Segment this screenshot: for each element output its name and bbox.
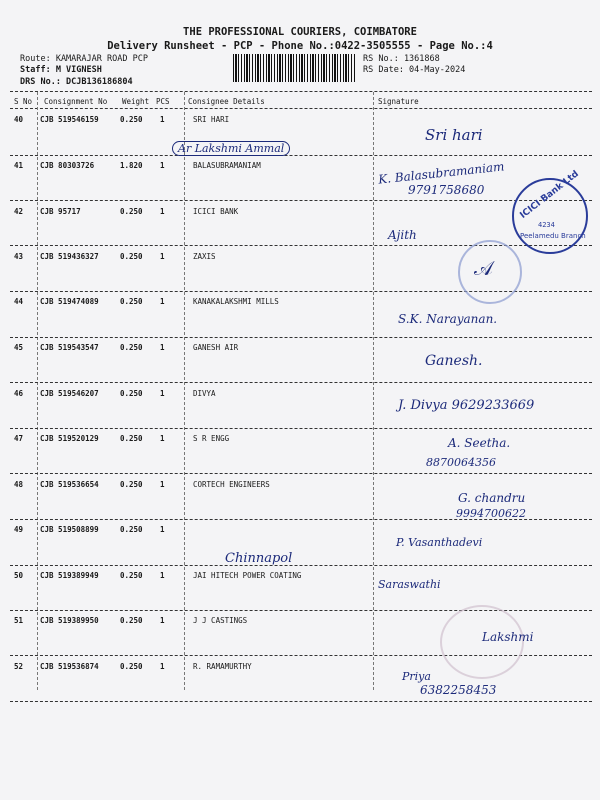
row-48-consignment: CJB 519536654 — [40, 480, 99, 489]
row-47-sno: 47 — [14, 434, 24, 443]
row-43-weight: 0.250 — [120, 252, 143, 261]
row-42-sno: 42 — [14, 207, 24, 216]
row-50-consignment: CJB 519389949 — [40, 571, 99, 580]
row-52-consignment: CJB 519536874 — [40, 662, 99, 671]
row-40-weight: 0.250 — [120, 115, 143, 124]
row-41-pcs: 1 — [160, 161, 165, 170]
drs-label: DRS No.: DCJB136186804 — [20, 77, 133, 87]
row-45-pcs: 1 — [160, 343, 165, 352]
row-43-consignee: ZAXIS — [193, 252, 216, 261]
row-46-weight: 0.250 — [120, 389, 143, 398]
row-50-consignee: JAI HITECH POWER COATING — [193, 571, 302, 580]
signature-42: Ajith — [388, 228, 417, 242]
signature-41: K. Balasubramaniam — [377, 159, 506, 187]
signature-48: G. chandru — [458, 491, 526, 505]
row-51-weight: 0.250 — [120, 616, 143, 625]
route-label: Route: KAMARAJAR ROAD PCP — [20, 54, 148, 64]
row-52-pcs: 1 — [160, 662, 165, 671]
row-48-consignee: CORTECH ENGINEERS — [193, 480, 270, 489]
signature-52-phone: 6382258453 — [420, 683, 497, 697]
row-43-consignment: CJB 519436327 — [40, 252, 99, 261]
row-40-sno: 40 — [14, 115, 24, 124]
row-41-sno: 41 — [14, 161, 24, 170]
row-41-consignment: CJB 80303726 — [40, 161, 95, 170]
bank-stamp-name: ICICI Bank Ltd — [518, 169, 581, 221]
row-45-consignment: CJB 519543547 — [40, 343, 99, 352]
row-rule — [10, 428, 592, 429]
row-49-sno: 49 — [14, 525, 24, 534]
signature-51: Lakshmi — [482, 630, 534, 644]
signature-47-phone: 8870064356 — [426, 456, 496, 469]
row-44-consignee: KANAKALAKSHMI MILLS — [193, 297, 279, 306]
row-45-weight: 0.250 — [120, 343, 143, 352]
row-47-consignment: CJB 519520129 — [40, 434, 99, 443]
row-41-consignee: BALASUBRAMANIAM — [193, 161, 261, 170]
row-50-sno: 50 — [14, 571, 24, 580]
signature-47: A. Seetha. — [448, 436, 511, 450]
signature-45: Ganesh. — [425, 353, 483, 369]
row-rule — [10, 155, 592, 156]
col-pcs: PCS — [156, 97, 170, 106]
row-40-consignee: SRI HARI — [193, 115, 230, 124]
row-rule — [10, 337, 592, 338]
table-bottom-rule — [10, 701, 592, 702]
signature-49: P. Vasanthadevi — [396, 536, 483, 549]
signature-50: Saraswathi — [378, 578, 441, 591]
row-52-sno: 52 — [14, 662, 24, 671]
row-47-consignee: S R ENGG — [193, 434, 230, 443]
row-51-pcs: 1 — [160, 616, 165, 625]
row-52-consignee: R. RAMAMURTHY — [193, 662, 252, 671]
barcode — [233, 54, 355, 82]
row-51-consignment: CJB 519389950 — [40, 616, 99, 625]
col-weight: Weight — [122, 97, 150, 106]
row-rule — [10, 473, 592, 474]
row-48-pcs: 1 — [160, 480, 165, 489]
row-43-sno: 43 — [14, 252, 24, 261]
row-rule — [10, 200, 592, 201]
row-50-pcs: 1 — [160, 571, 165, 580]
signature-41-phone: 9791758680 — [408, 183, 485, 197]
row-42-weight: 0.250 — [120, 207, 143, 216]
row-49-consignment: CJB 519508899 — [40, 525, 99, 534]
row-44-sno: 44 — [14, 297, 24, 306]
signature-40: Sri hari — [425, 126, 483, 144]
row-44-weight: 0.250 — [120, 297, 143, 306]
bank-stamp-code: 4234 — [538, 221, 555, 229]
rs-date-label: RS Date: 04-May-2024 — [363, 65, 466, 75]
row-45-sno: 45 — [14, 343, 24, 352]
row-46-pcs: 1 — [160, 389, 165, 398]
row-42-consignment: CJB 95717 — [40, 207, 81, 216]
col-divider — [37, 92, 38, 690]
bank-stamp-branch: Peelamedu Branch — [520, 232, 586, 240]
row-51-sno: 51 — [14, 616, 24, 625]
col-consignment: Consignment No — [44, 97, 108, 106]
row-48-weight: 0.250 — [120, 480, 143, 489]
col-sno: S No — [14, 97, 33, 106]
row-43-pcs: 1 — [160, 252, 165, 261]
row-49-pcs: 1 — [160, 525, 165, 534]
row-41-weight: 1.820 — [120, 161, 143, 170]
row-44-pcs: 1 — [160, 297, 165, 306]
row-47-weight: 0.250 — [120, 434, 143, 443]
signature-44: S.K. Narayanan. — [398, 312, 498, 326]
signature-46: J. Divya 9629233669 — [398, 398, 535, 413]
col-divider — [373, 92, 374, 690]
row-46-sno: 46 — [14, 389, 24, 398]
row-52-weight: 0.250 — [120, 662, 143, 671]
signature-48-phone: 9994700622 — [456, 507, 526, 520]
row-40-pcs: 1 — [160, 115, 165, 124]
row-40-consignment: CJB 519546159 — [40, 115, 99, 124]
row-44-consignment: CJB 519474089 — [40, 297, 99, 306]
row-45-consignee: GANESH AIR — [193, 343, 239, 352]
col-consignee: Consignee Details — [188, 97, 265, 106]
company-title: THE PROFESSIONAL COURIERS, COIMBATORE — [183, 26, 417, 38]
table-top-rule — [10, 91, 592, 92]
row-rule — [10, 382, 592, 383]
row-46-consignment: CJB 519546207 — [40, 389, 99, 398]
signature-52: Priya — [402, 670, 431, 683]
signature-40-note: Ar Lakshmi Ammal — [172, 141, 290, 156]
row-rule — [10, 565, 592, 566]
staff-label: Staff: M VIGNESH — [20, 65, 102, 75]
rs-no-label: RS No.: 1361868 — [363, 54, 440, 64]
signature-50-note: Chinnapol — [225, 551, 293, 566]
row-42-consignee: ICICI BANK — [193, 207, 239, 216]
col-signature: Signature — [378, 97, 419, 106]
row-51-consignee: J J CASTINGS — [193, 616, 248, 625]
col-divider — [184, 92, 185, 690]
row-46-consignee: DIVYA — [193, 389, 216, 398]
table-header-rule — [10, 108, 592, 109]
row-49-weight: 0.250 — [120, 525, 143, 534]
row-42-pcs: 1 — [160, 207, 165, 216]
zaxis-signature-icon: 𝒜 — [474, 256, 493, 280]
runsheet-subtitle: Delivery Runsheet - PCP - Phone No.:0422-3505555 - Page No.:4 — [107, 40, 493, 52]
row-47-pcs: 1 — [160, 434, 165, 443]
row-48-sno: 48 — [14, 480, 24, 489]
row-50-weight: 0.250 — [120, 571, 143, 580]
